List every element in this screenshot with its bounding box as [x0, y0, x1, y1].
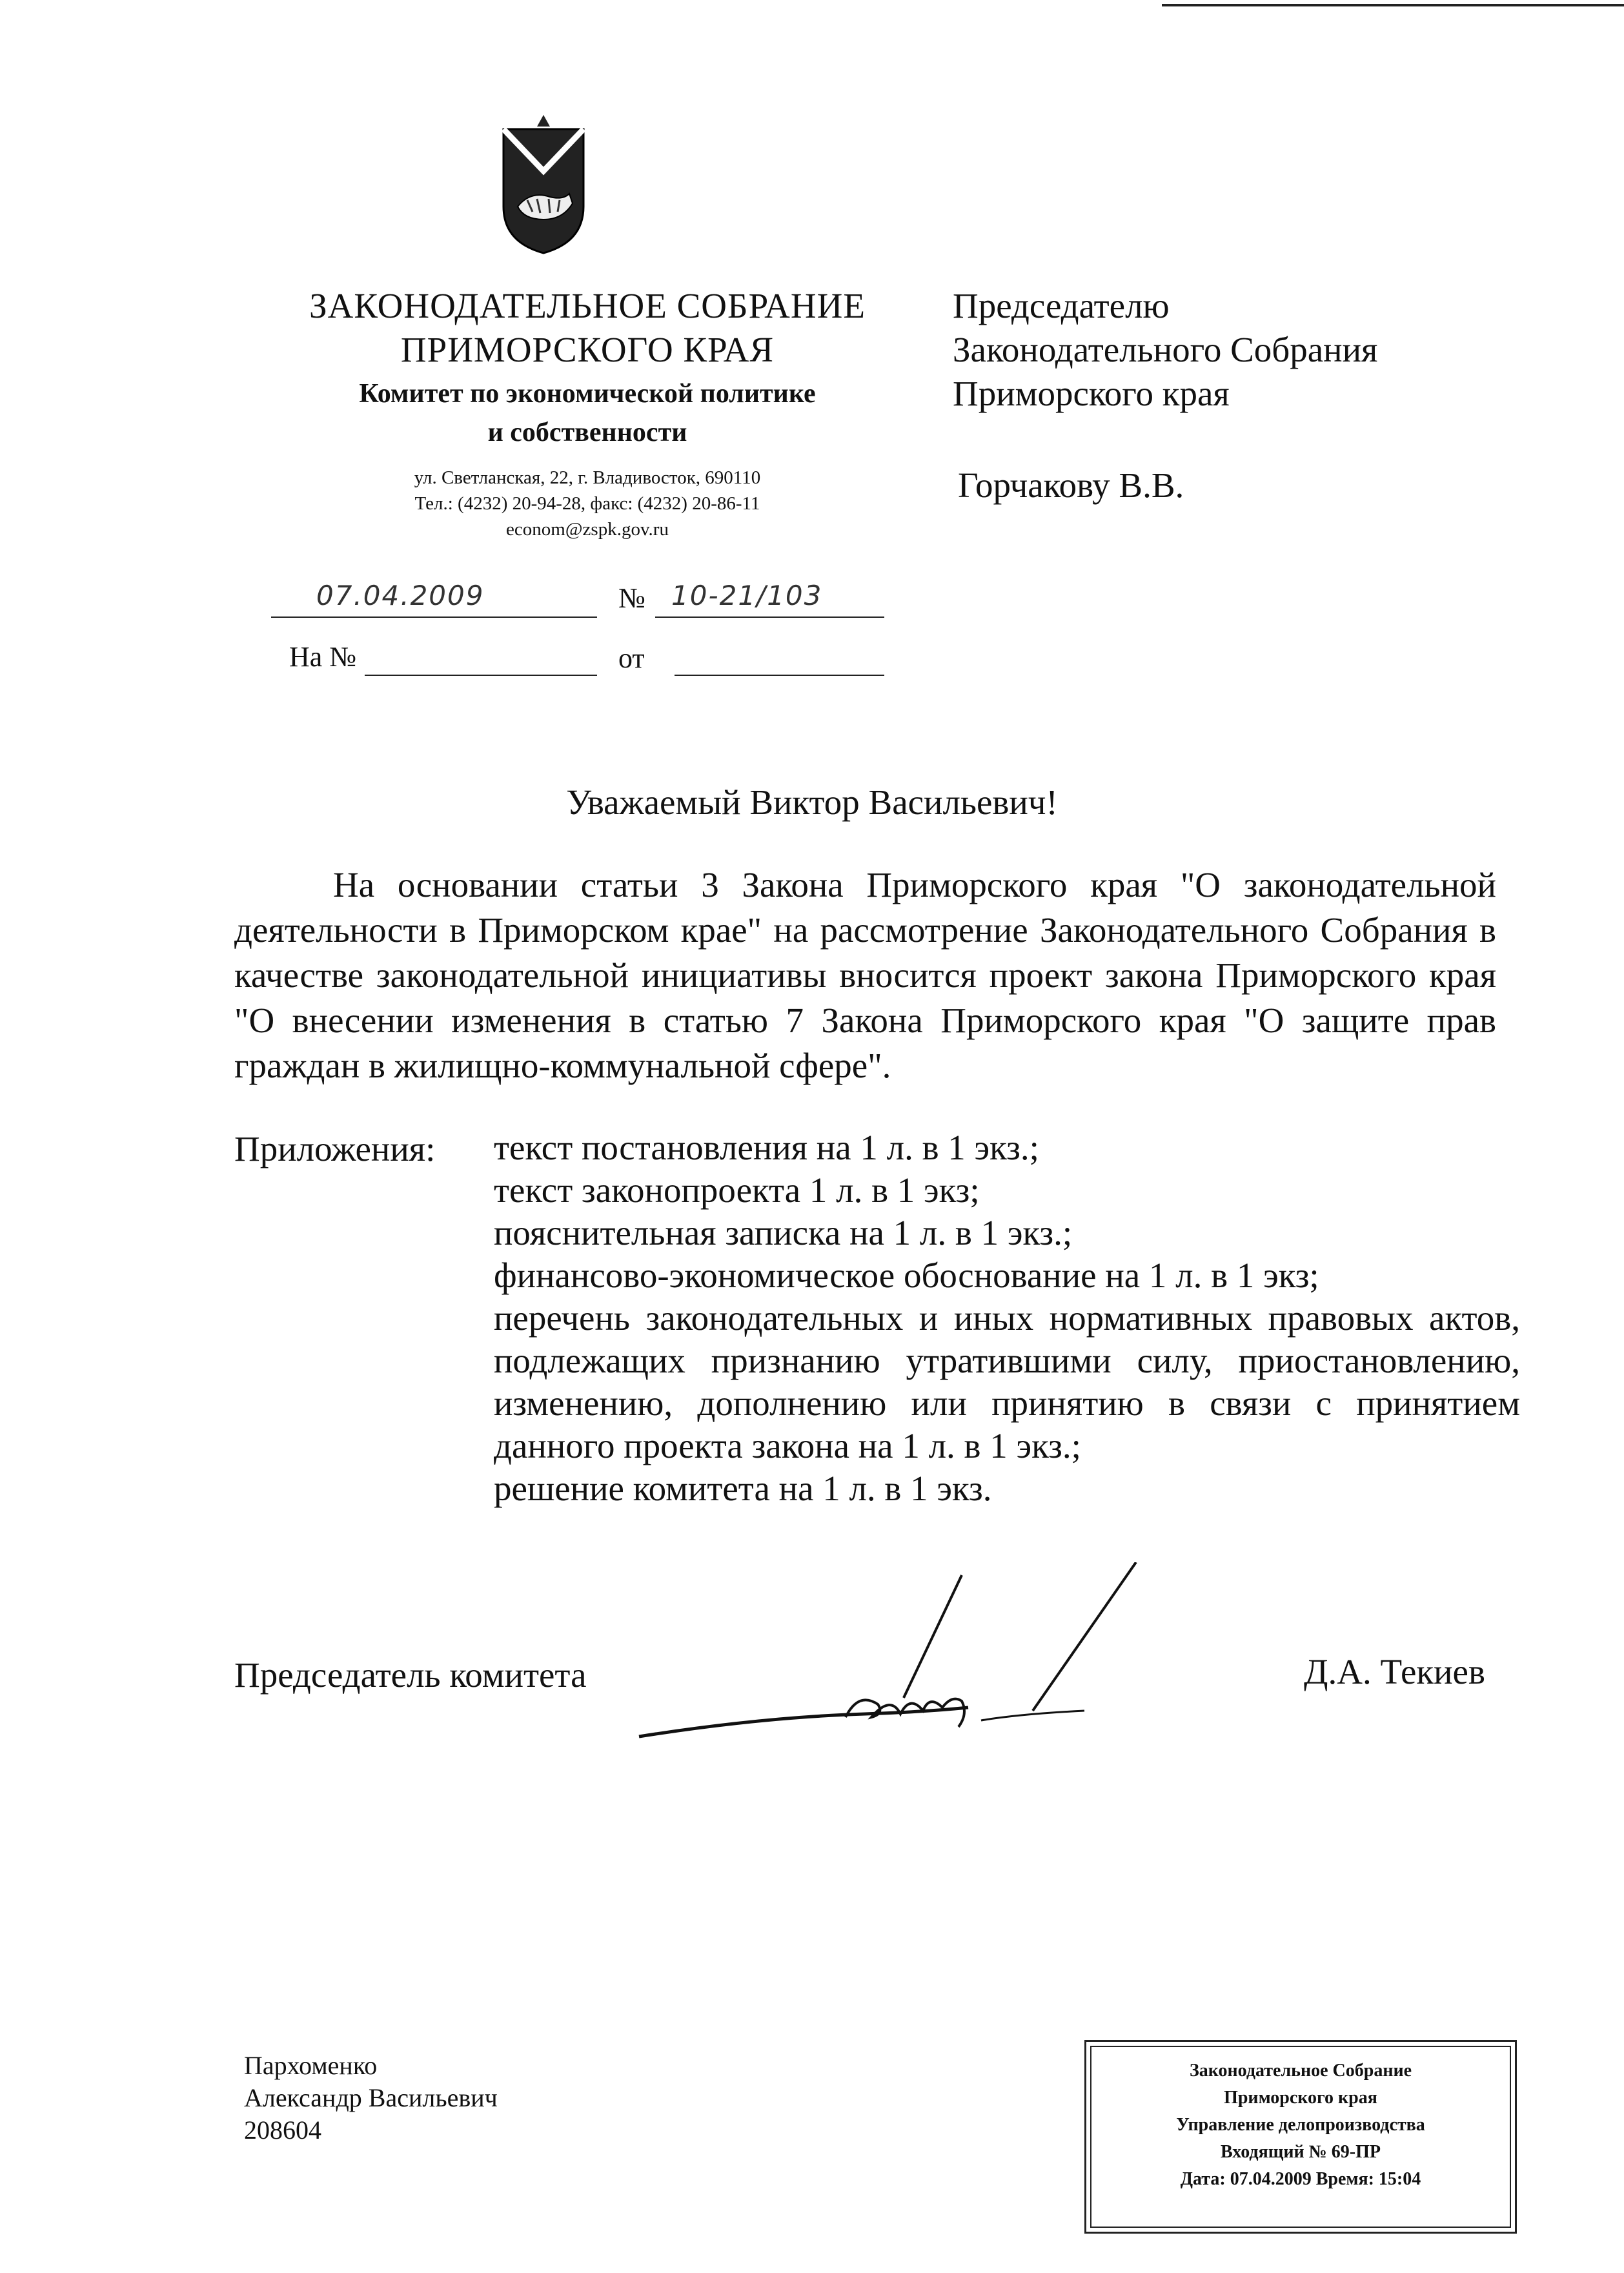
- ref-number-label: На №: [289, 641, 357, 673]
- stamp-line-datetime: Дата: 07.04.2009 Время: 15:04: [1180, 2169, 1421, 2189]
- contact-block: [219, 465, 955, 542]
- attachment-item: финансово-экономическое обоснование на 1 л. в 1 экз;: [494, 1256, 1319, 1295]
- attachment-item: текст постановления на 1 л. в 1 экз.;: [494, 1128, 1039, 1167]
- attachments-label: Приложения:: [234, 1129, 436, 1168]
- attachment-item: решение комитета на 1 л. в 1 экз.: [494, 1469, 992, 1508]
- attachment-item: текст законопроекта 1 л. в 1 экз;: [494, 1170, 980, 1210]
- signatory-name: Д.А. Текиев: [1304, 1652, 1485, 1691]
- addressee-name: Горчакову В.В.: [958, 465, 1184, 505]
- salutation: Уважаемый Виктор Васильевич!: [566, 782, 1058, 822]
- attachment-item: перечень законодательных и иных нормативных правовых актов, подлежащих признанию утратившими силу, приостановлению, изменению, дополнению или принятию в связи с принятием данного проекта закона на 1 л. в 1 экз.;: [494, 1298, 1520, 1465]
- incoming-registration-stamp: [1084, 2040, 1517, 2234]
- date-line: [271, 617, 597, 618]
- stamp-inner-frame: [1090, 2046, 1511, 2228]
- organization-name: [219, 284, 955, 372]
- outgoing-number: 10-21/103: [671, 580, 823, 611]
- stamp-line-region: Приморского края: [1224, 2088, 1377, 2108]
- org-name-line2: ПРИМОРСКОГО КРАЯ: [400, 330, 775, 369]
- ref-number-line: [365, 675, 597, 676]
- address-text: ул. Светланская, 22, г. Владивосток, 690110: [414, 467, 761, 488]
- number-line: [655, 617, 884, 618]
- signatory-title: Председатель комитета: [234, 1655, 587, 1695]
- executor-info: Пархоменко Александр Васильевич 208604: [244, 2051, 498, 2145]
- addressee-title: Председателю Законодательного Собрания Приморского края: [953, 286, 1378, 413]
- email-text: econom@zspk.gov.ru: [506, 519, 669, 540]
- attachments-list: [494, 1126, 1520, 1510]
- stamp-line-dept: Управление делопроизводства: [1176, 2115, 1425, 2135]
- letter-body: На основании статьи 3 Закона Приморского края "О законодательной деятельности в Приморском крае" на рассмотрение Законодательного Собрания в качестве законодательной инициативы вносится проект закона Приморского края "О внесении изменения в статью 7 Закона Приморского края "О защите прав граждан в жилищно-коммунальной сфере".: [234, 865, 1496, 1085]
- stamp-line-org: Законодательное Собрание: [1189, 2061, 1412, 2081]
- committee-line2: и собственности: [487, 418, 687, 447]
- ref-from-line: [675, 675, 884, 676]
- ref-from-label: от: [618, 642, 645, 674]
- number-label: №: [618, 582, 645, 614]
- org-name-line1: ЗАКОНОДАТЕЛЬНОЕ СОБРАНИЕ: [309, 286, 866, 325]
- committee-line1: Комитет по экономической политике: [359, 379, 816, 409]
- attachment-item: пояснительная записка на 1 л. в 1 экз.;: [494, 1213, 1073, 1252]
- scan-edge-line: [1162, 4, 1624, 6]
- handwritten-signature: [633, 1562, 1149, 1756]
- phone-text: Тел.: (4232) 20-94-28, факс: (4232) 20-86-11: [414, 493, 760, 514]
- outgoing-date: 07.04.2009: [316, 580, 485, 611]
- stamp-line-number: Входящий № 69-ПР: [1221, 2142, 1381, 2162]
- committee-name: [219, 374, 955, 452]
- coat-of-arms-icon: [498, 110, 589, 258]
